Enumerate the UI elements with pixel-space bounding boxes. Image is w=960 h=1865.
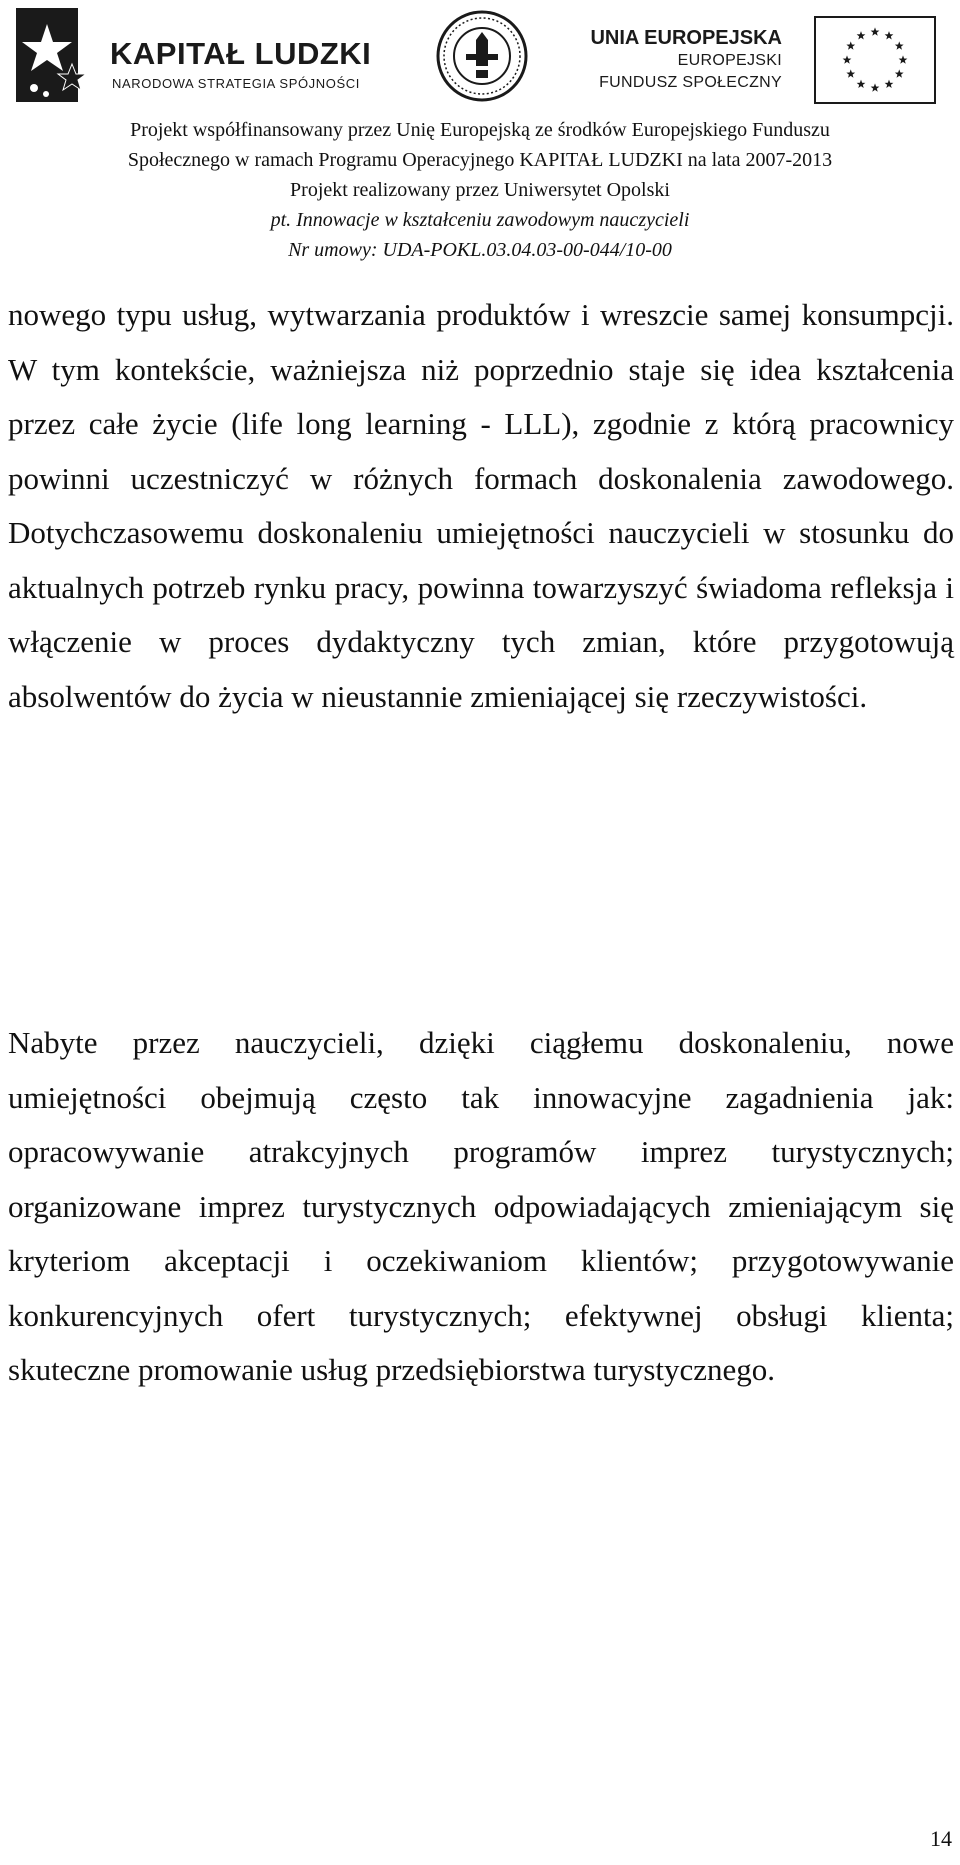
contract-number: Nr umowy: UDA-POKL.03.04.03-00-044/10-00 xyxy=(288,239,672,261)
eu-union-label: UNIA EUROPEJSKA xyxy=(590,27,782,49)
eu-text-block xyxy=(590,26,782,94)
eu-flag-icon xyxy=(814,16,936,104)
eu-fund-label-1: EUROPEJSKI xyxy=(677,52,782,69)
body-paragraph: Nabyte przez nauczycieli, dzięki ciągłemu doskonaleniu, nowe umiejętności obejmują często tak innowacyjne zagadnienia jak: opracowywanie atrakcyjnych programów imprez turystycznych; organizowane imprez turystycznych odpowiadających zmieniającym się kryteriom akceptacji i oczekiwaniom klientów; przygotowywanie konkurencyjnych ofert turystycznych; efektywnej obsługi klienta; skuteczne promowanie usług przedsiębiorstwa turystycznego. xyxy=(8,1025,954,1387)
kapital-ludzki-tagline: NARODOWA STRATEGIA SPÓJNOŚCI xyxy=(112,76,360,91)
project-implementer: Projekt realizowany przez Uniwersytet Opolski xyxy=(290,179,670,201)
project-cofinance-line-2: Społecznego w ramach Programu Operacyjnego KAPITAŁ LUDZKI na lata 2007-2013 xyxy=(127,149,833,171)
eu-logo xyxy=(590,12,960,112)
kapital-ludzki-star-icon xyxy=(14,6,102,106)
page-number: 14 xyxy=(930,1826,952,1851)
kapital-ludzki-name: KAPITAŁ LUDZKI xyxy=(110,36,372,71)
eu-fund-label-2: FUNDUSZ SPOŁECZNY xyxy=(599,74,782,91)
project-info xyxy=(0,115,960,265)
kapital-ludzki-logo xyxy=(14,6,394,106)
project-cofinance-line-1: Projekt współfinansowany przez Unię Europejską ze środków Europejskiego Funduszu xyxy=(130,119,830,141)
project-title: pt. Innowacje w kształceniu zawodowym nauczycieli xyxy=(270,209,690,231)
university-seal-icon xyxy=(436,10,528,102)
header-logos xyxy=(0,0,960,112)
body-paragraph: nowego typu usług, wytwarzania produktów i wreszcie samej konsumpcji. W tym kontekście, ważniejsza niż poprzednio staje się idea kształcenia przez całe życie (life long learning - LLL), zgodnie z którą pracownicy powinni uczestniczyć w różnych formach doskonalenia zawodowego. Dotychczasowemu doskonaleniu umiejętności nauczycieli w stosunku do aktualnych potrzeb rynku pracy, powinna towarzyszyć świadoma refleksja i włączenie w proces dydaktyczny tych zmian, które przygotowują absolwentów do życia w nieustannie zmieniającej się rzeczywistości. xyxy=(8,297,954,714)
